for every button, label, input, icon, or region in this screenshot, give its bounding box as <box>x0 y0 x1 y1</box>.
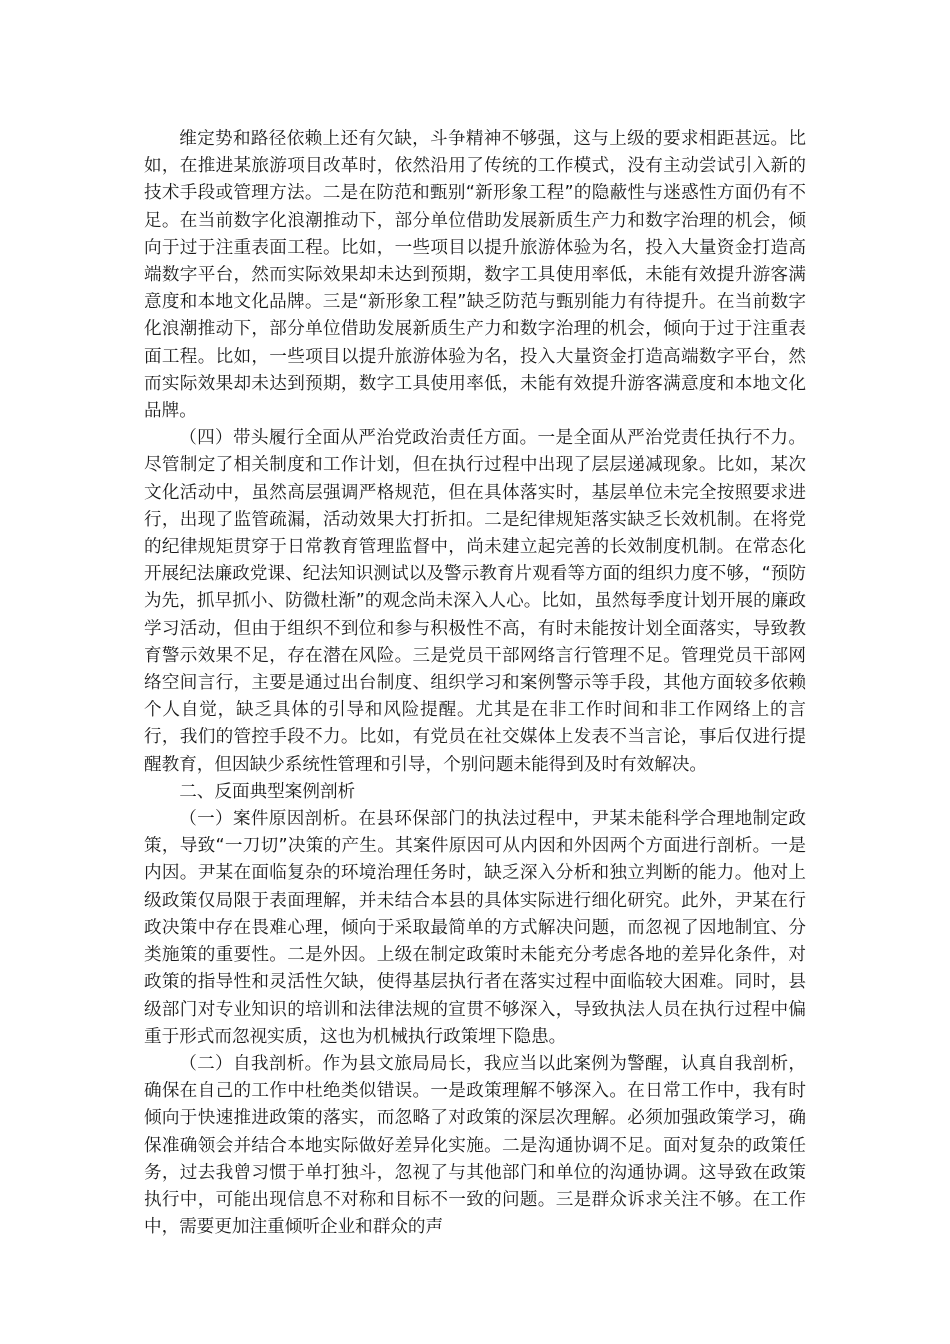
paragraph-self-analysis: （二）自我剖析。作为县文旅局局长，我应当以此案例为警醒，认真自我剖析，确保在自己的工作中杜绝类似错误。一是政策理解不够深入。在日常工作中，我有时倾向于快速推进政策的落实，而忽略了对政策的深层次理解。必须加强政策学习，确保准确领会并结合本地实际做好差异化实施。二是沟通协调不足。面对复杂的政策任务，过去我曾习惯于单打独斗，忽视了与其他部门和单位的沟通协调。这导致在政策执行中，可能出现信息不对称和目标不一致的问题。三是群众诉求关注不够。在工作中，需要更加注重倾听企业和群众的声 <box>144 1053 806 1238</box>
paragraph-section-four: （四）带头履行全面从严治党政治责任方面。一是全面从严治党责任执行不力。尽管制定了相关制度和工作计划，但在执行过程中出现了层层递减现象。比如，某次文化活动中，虽然高层强调严格规范，但在具体落实时，基层单位未完全按照要求进行，出现了监管疏漏，活动效果大打折扣。二是纪律规矩落实缺乏长效机制。在将党的纪律规矩贯穿于日常教育管理监督中，尚未建立起完善的长效制度机制。在常态化开展纪法廉政党课、纪法知识测试以及警示教育片观看等方面的组织力度不够，“预防为先，抓早抓小、防微杜渐”的观念尚未深入人心。比如，虽然每季度计划开展的廉政学习活动，但由于组织不到位和参与积极性不高，有时未能按计划全面落实，导致教育警示效果不足，存在潜在风险。三是党员干部网络言行管理不足。管理党员干部网络空间言行，主要是通过出台制度、组织学习和案例警示等手段，其他方面较多依赖个人自觉，缺乏具体的引导和风险提醒。尤其是在非工作时间和非工作网络上的言行，我们的管控手段不力。比如，有党员在社交媒体上发表不当言论，事后仅进行提醒教育，但因缺少系统性管理和引导，个别问题未能得到及时有效解决。 <box>144 428 806 775</box>
section-heading: 二、反面典型案例剖析 <box>179 781 356 802</box>
paragraph-continued: 维定势和路径依赖上还有欠缺，斗争精神不够强，这与上级的要求相距甚远。比如，在推进某旅游项目改革时，依然沿用了传统的工作模式，没有主动尝试引入新的技术手段或管理方法。二是在防范和甄别“新形象工程”的隐蔽性与迷惑性方面仍有不足。在当前数字化浪潮推动下，部分单位借助发展新质生产力和数字治理的机会，倾向于过于注重表面工程。比如，一些项目以提升旅游体验为名，投入大量资金打造高端数字平台，然而实际效果却未达到预期，数字工具使用率低，未能有效提升游客满意度和本地文化品牌。三是“新形象工程”缺乏防范与甄别能力有待提升。在当前数字化浪潮推动下，部分单位借助发展新质生产力和数字治理的机会，倾向于过于注重表面工程。比如，一些项目以提升旅游体验为名，投入大量资金打造高端数字平台，然而实际效果却未达到预期，数字工具使用率低，未能有效提升游客满意度和本地文化品牌。 <box>144 129 806 422</box>
document-body <box>144 126 806 1241</box>
paragraph-case-analysis: （一）案件原因剖析。在县环保部门的执法过程中，尹某未能科学合理地制定政策，导致“一刀切”决策的产生。其案件原因可从内因和外因两个方面进行剖析。一是内因。尹某在面临复杂的环境治理任务时，缺乏深入分析和独立判断的能力。他对上级政策仅局限于表面理解，并未结合本县的具体实际进行细化研究。此外，尹某在行政决策中存在畏难心理，倾向于采取最简单的方式解决问题，而忽视了因地制宜、分类施策的重要性。二是外因。上级在制定政策时未能充分考虑各地的差异化条件，对政策的指导性和灵活性欠缺，使得基层执行者在落实过程中面临较大困难。同时，县级部门对专业知识的培训和法律法规的宣贯不够深入，导致执法人员在执行过程中偏重于形式而忽视实质，这也为机械执行政策埋下隐患。 <box>144 809 806 1047</box>
